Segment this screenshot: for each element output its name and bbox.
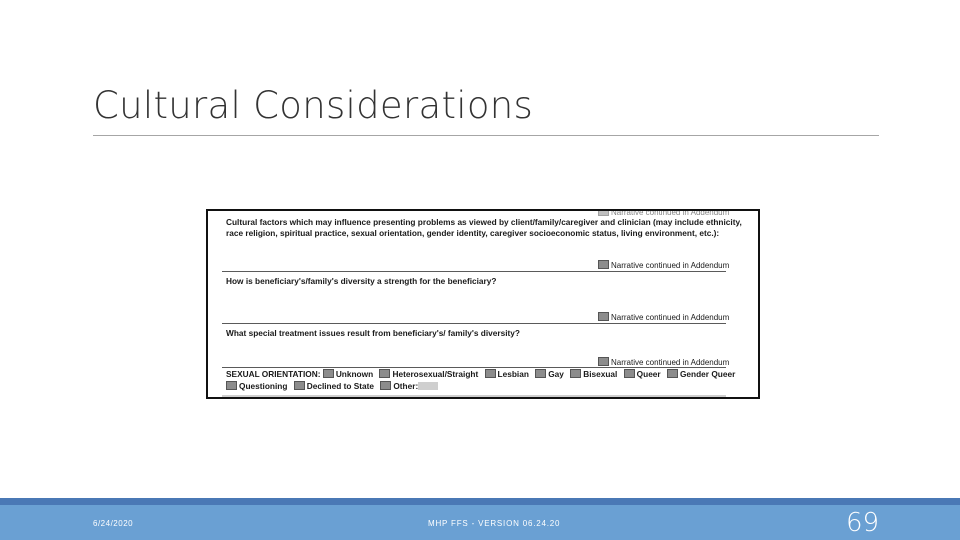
sexual-orientation-row-2: [226, 381, 442, 391]
checkbox-icon[interactable]: [226, 381, 237, 390]
checkbox-icon: [598, 312, 609, 321]
narrative-label: Narrative continued in Addendum: [611, 261, 730, 270]
answer-line: [222, 323, 726, 324]
sexual-orientation-row-1: [226, 369, 739, 379]
option-queer[interactable]: Queer: [624, 369, 661, 379]
narrative-checkbox-1: [598, 260, 729, 270]
checkbox-icon[interactable]: [535, 369, 546, 378]
page-number: 69: [846, 508, 880, 538]
footer-date: 6/24/2020: [93, 519, 134, 528]
checkbox-icon[interactable]: [323, 369, 334, 378]
checkbox-icon[interactable]: [570, 369, 581, 378]
checkbox-icon[interactable]: [379, 369, 390, 378]
narrative-label: Narrative continued in Addendum: [611, 313, 730, 322]
sexual-orientation-label: SEXUAL ORIENTATION:: [226, 369, 321, 379]
other-text-field[interactable]: [418, 382, 438, 390]
checkbox-icon[interactable]: [667, 369, 678, 378]
checkbox-icon[interactable]: [485, 369, 496, 378]
option-unknown[interactable]: Unknown: [323, 369, 373, 379]
checkbox-icon: [598, 357, 609, 366]
narrative-label: Narrative continued in Addendum: [611, 358, 730, 367]
form-excerpt: [206, 209, 760, 399]
checkbox-icon: [598, 260, 609, 269]
footer-accent-strip: [0, 498, 960, 505]
checkbox-icon[interactable]: [380, 381, 391, 390]
checkbox-icon: [598, 209, 609, 216]
narrative-checkbox-2: [598, 312, 729, 322]
option-lesbian[interactable]: Lesbian: [485, 369, 529, 379]
narrative-label: Narrative continued in Addendum: [611, 209, 730, 217]
question-diversity-strength: How is beneficiary's/family's diversity a strength for the beneficiary?: [226, 276, 497, 286]
option-gay[interactable]: Gay: [535, 369, 564, 379]
answer-line: [222, 271, 726, 272]
option-questioning[interactable]: Questioning: [226, 381, 287, 391]
option-other[interactable]: Other:: [380, 381, 438, 391]
title-divider: [93, 135, 879, 136]
option-declined-to-state[interactable]: Declined to State: [294, 381, 374, 391]
question-cultural-factors-line1: Cultural factors which may influence presenting problems as viewed by client/family/caregiver and clinician (may include ethnicity,: [226, 217, 742, 227]
checkbox-icon[interactable]: [294, 381, 305, 390]
checkbox-icon[interactable]: [624, 369, 635, 378]
answer-line: [222, 367, 726, 368]
question-cultural-factors-line2: race religion, spiritual practice, sexual orientation, gender identity, caregiver socioeconomic status, living environment, etc.):: [226, 228, 720, 238]
form-bottom-edge: [222, 395, 726, 397]
footer-version: MHP FFS - VERSION 06.24.20: [428, 519, 561, 528]
narrative-checkbox-top: [598, 209, 729, 217]
option-heterosexual[interactable]: Heterosexual/Straight: [379, 369, 478, 379]
option-gender-queer[interactable]: Gender Queer: [667, 369, 735, 379]
slide-title: Cultural Considerations: [93, 84, 534, 127]
option-bisexual[interactable]: Bisexual: [570, 369, 617, 379]
narrative-checkbox-3: [598, 357, 729, 367]
question-treatment-issues: What special treatment issues result from beneficiary's/ family's diversity?: [226, 328, 520, 338]
